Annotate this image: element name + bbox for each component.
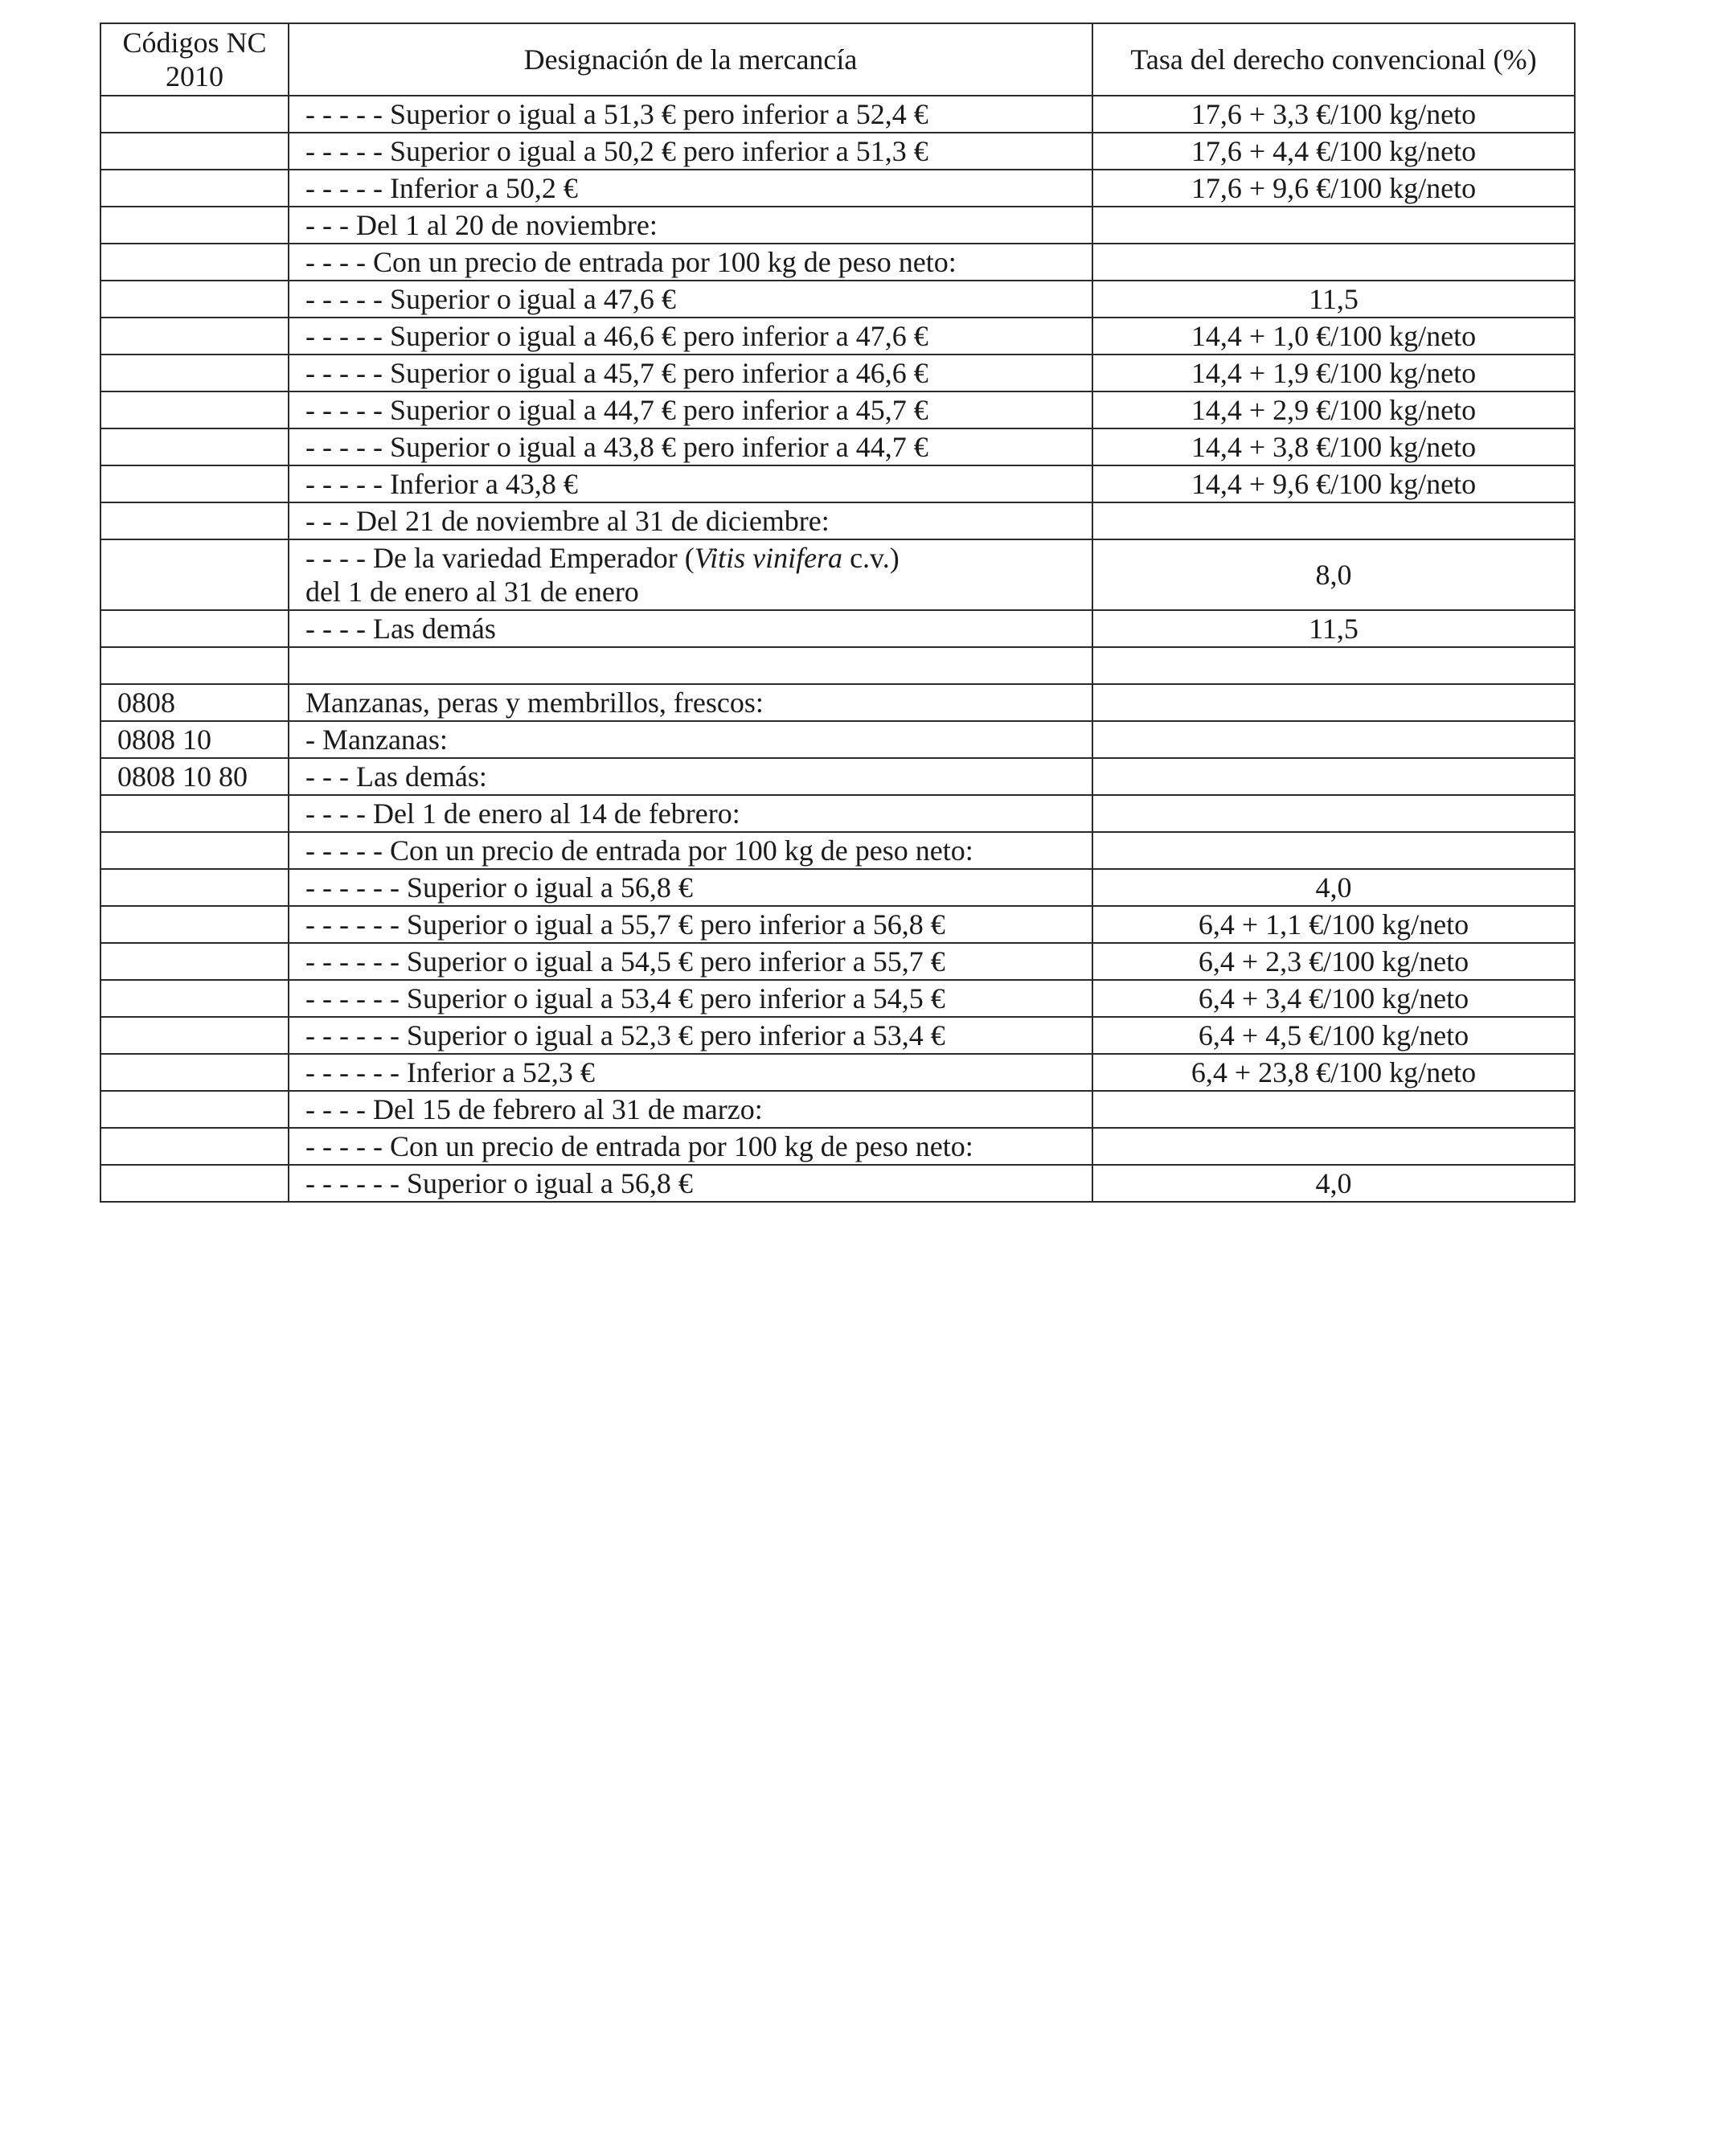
designation-cell: - - - - Las demás — [289, 610, 1092, 647]
designation-cell: - - - - - - Superior o igual a 56,8 € — [289, 869, 1092, 906]
rate-cell — [1092, 721, 1575, 758]
rate-cell: 4,0 — [1092, 1165, 1575, 1202]
table-row — [100, 610, 1575, 647]
designation-cell — [289, 647, 1092, 684]
rate-cell: 11,5 — [1092, 610, 1575, 647]
table-row — [100, 539, 1575, 610]
rate-cell — [1092, 647, 1575, 684]
designation-italic-text: Vitis vinifera — [694, 542, 843, 574]
code-cell — [100, 906, 289, 943]
table-row-empty — [100, 647, 1575, 684]
rate-cell: 17,6 + 3,3 €/100 kg/neto — [1092, 96, 1575, 133]
code-cell — [100, 610, 289, 647]
table-row — [100, 832, 1575, 869]
code-cell: 0808 — [100, 684, 289, 721]
designation-line2: del 1 de enero al 31 de enero — [305, 576, 639, 608]
table-row — [100, 1091, 1575, 1128]
code-cell — [100, 795, 289, 832]
code-cell — [100, 1091, 289, 1128]
code-cell — [100, 943, 289, 980]
designation-cell: - Manzanas: — [289, 721, 1092, 758]
table-row — [100, 906, 1575, 943]
designation-cell: - - - Las demás: — [289, 758, 1092, 795]
code-cell: 0808 10 80 — [100, 758, 289, 795]
code-cell — [100, 1165, 289, 1202]
header-rate: Tasa del derecho convencional (%) — [1092, 23, 1575, 96]
designation-cell: - - - - - - Superior o igual a 55,7 € pero inferior a 56,8 € — [289, 906, 1092, 943]
code-cell — [100, 244, 289, 281]
rate-cell — [1092, 502, 1575, 539]
table-row — [100, 355, 1575, 391]
designation-cell: - - - - Del 15 de febrero al 31 de marzo: — [289, 1091, 1092, 1128]
code-cell — [100, 355, 289, 391]
code-cell — [100, 428, 289, 465]
code-cell — [100, 1128, 289, 1165]
code-cell — [100, 318, 289, 355]
table-row — [100, 502, 1575, 539]
table-row — [100, 1128, 1575, 1165]
code-cell — [100, 96, 289, 133]
rate-cell: 14,4 + 1,0 €/100 kg/neto — [1092, 318, 1575, 355]
rate-cell — [1092, 832, 1575, 869]
code-cell — [100, 647, 289, 684]
table-row — [100, 391, 1575, 428]
tariff-table — [100, 23, 1576, 1203]
code-cell — [100, 133, 289, 170]
table-row — [100, 1054, 1575, 1091]
designation-cell: - - - - - Superior o igual a 45,7 € pero inferior a 46,6 € — [289, 355, 1092, 391]
rate-cell: 14,4 + 3,8 €/100 kg/neto — [1092, 428, 1575, 465]
rate-cell — [1092, 758, 1575, 795]
rate-cell: 8,0 — [1092, 539, 1575, 610]
table-row — [100, 281, 1575, 318]
table-row — [100, 980, 1575, 1017]
designation-cell: - - - - - Superior o igual a 44,7 € pero inferior a 45,7 € — [289, 391, 1092, 428]
table-row — [100, 96, 1575, 133]
designation-cell — [289, 539, 1092, 610]
table-row — [100, 318, 1575, 355]
rate-cell: 6,4 + 4,5 €/100 kg/neto — [1092, 1017, 1575, 1054]
designation-line1 — [305, 541, 1092, 575]
rate-cell: 6,4 + 23,8 €/100 kg/neto — [1092, 1054, 1575, 1091]
rate-cell — [1092, 1091, 1575, 1128]
designation-cell: - - - - - Superior o igual a 46,6 € pero inferior a 47,6 € — [289, 318, 1092, 355]
rate-cell: 14,4 + 2,9 €/100 kg/neto — [1092, 391, 1575, 428]
rate-cell: 17,6 + 4,4 €/100 kg/neto — [1092, 133, 1575, 170]
header-codes-line1: Códigos NC — [122, 27, 267, 59]
table-row — [100, 721, 1575, 758]
rate-cell: 11,5 — [1092, 281, 1575, 318]
rate-cell: 14,4 + 9,6 €/100 kg/neto — [1092, 465, 1575, 502]
code-cell — [100, 502, 289, 539]
table-row — [100, 684, 1575, 721]
designation-cell: - - - - - - Superior o igual a 52,3 € pero inferior a 53,4 € — [289, 1017, 1092, 1054]
code-cell — [100, 1017, 289, 1054]
code-cell — [100, 170, 289, 207]
code-cell — [100, 207, 289, 244]
table-row — [100, 758, 1575, 795]
designation-cell: - - - - - Con un precio de entrada por 100 kg de peso neto: — [289, 1128, 1092, 1165]
table-row — [100, 1017, 1575, 1054]
designation-cell: - - - - - Superior o igual a 43,8 € pero inferior a 44,7 € — [289, 428, 1092, 465]
designation-text: c.v.) — [842, 542, 900, 574]
table-row — [100, 465, 1575, 502]
rate-cell — [1092, 795, 1575, 832]
rate-cell — [1092, 207, 1575, 244]
table-header-row — [100, 23, 1575, 96]
table-row — [100, 795, 1575, 832]
rate-cell: 6,4 + 1,1 €/100 kg/neto — [1092, 906, 1575, 943]
designation-cell: - - - Del 21 de noviembre al 31 de diciembre: — [289, 502, 1092, 539]
designation-cell: - - - - - Superior o igual a 50,2 € pero inferior a 51,3 € — [289, 133, 1092, 170]
code-cell: 0808 10 — [100, 721, 289, 758]
code-cell — [100, 391, 289, 428]
code-cell — [100, 1054, 289, 1091]
designation-cell: - - - - - Inferior a 50,2 € — [289, 170, 1092, 207]
designation-cell: - - - - - Con un precio de entrada por 100 kg de peso neto: — [289, 832, 1092, 869]
designation-cell: - - - - - Inferior a 43,8 € — [289, 465, 1092, 502]
designation-cell: - - - - - - Inferior a 52,3 € — [289, 1054, 1092, 1091]
designation-cell: - - - - - - Superior o igual a 54,5 € pero inferior a 55,7 € — [289, 943, 1092, 980]
table-row — [100, 428, 1575, 465]
designation-cell: - - - - Del 1 de enero al 14 de febrero: — [289, 795, 1092, 832]
rate-cell — [1092, 1128, 1575, 1165]
table-row — [100, 133, 1575, 170]
designation-cell: - - - - - Superior o igual a 47,6 € — [289, 281, 1092, 318]
table-row — [100, 244, 1575, 281]
code-cell — [100, 539, 289, 610]
rate-cell — [1092, 244, 1575, 281]
designation-cell: - - - - - Superior o igual a 51,3 € pero inferior a 52,4 € — [289, 96, 1092, 133]
rate-cell: 6,4 + 2,3 €/100 kg/neto — [1092, 943, 1575, 980]
rate-cell: 17,6 + 9,6 €/100 kg/neto — [1092, 170, 1575, 207]
table-row — [100, 943, 1575, 980]
designation-cell: - - - - - - Superior o igual a 56,8 € — [289, 1165, 1092, 1202]
header-codes — [100, 23, 289, 96]
code-cell — [100, 980, 289, 1017]
header-codes-line2: 2010 — [166, 60, 223, 92]
table-row — [100, 869, 1575, 906]
rate-cell: 4,0 — [1092, 869, 1575, 906]
table-row — [100, 1165, 1575, 1202]
code-cell — [100, 281, 289, 318]
designation-cell: - - - - - - Superior o igual a 53,4 € pero inferior a 54,5 € — [289, 980, 1092, 1017]
rate-cell — [1092, 684, 1575, 721]
rate-cell: 14,4 + 1,9 €/100 kg/neto — [1092, 355, 1575, 391]
rate-cell: 6,4 + 3,4 €/100 kg/neto — [1092, 980, 1575, 1017]
table-row — [100, 207, 1575, 244]
designation-text: - - - - De la variedad Emperador ( — [305, 542, 695, 574]
code-cell — [100, 465, 289, 502]
designation-cell: - - - - Con un precio de entrada por 100 kg de peso neto: — [289, 244, 1092, 281]
code-cell — [100, 869, 289, 906]
code-cell — [100, 832, 289, 869]
header-designation: Designación de la mercancía — [289, 23, 1092, 96]
table-row — [100, 170, 1575, 207]
designation-cell: - - - Del 1 al 20 de noviembre: — [289, 207, 1092, 244]
designation-cell: Manzanas, peras y membrillos, frescos: — [289, 684, 1092, 721]
